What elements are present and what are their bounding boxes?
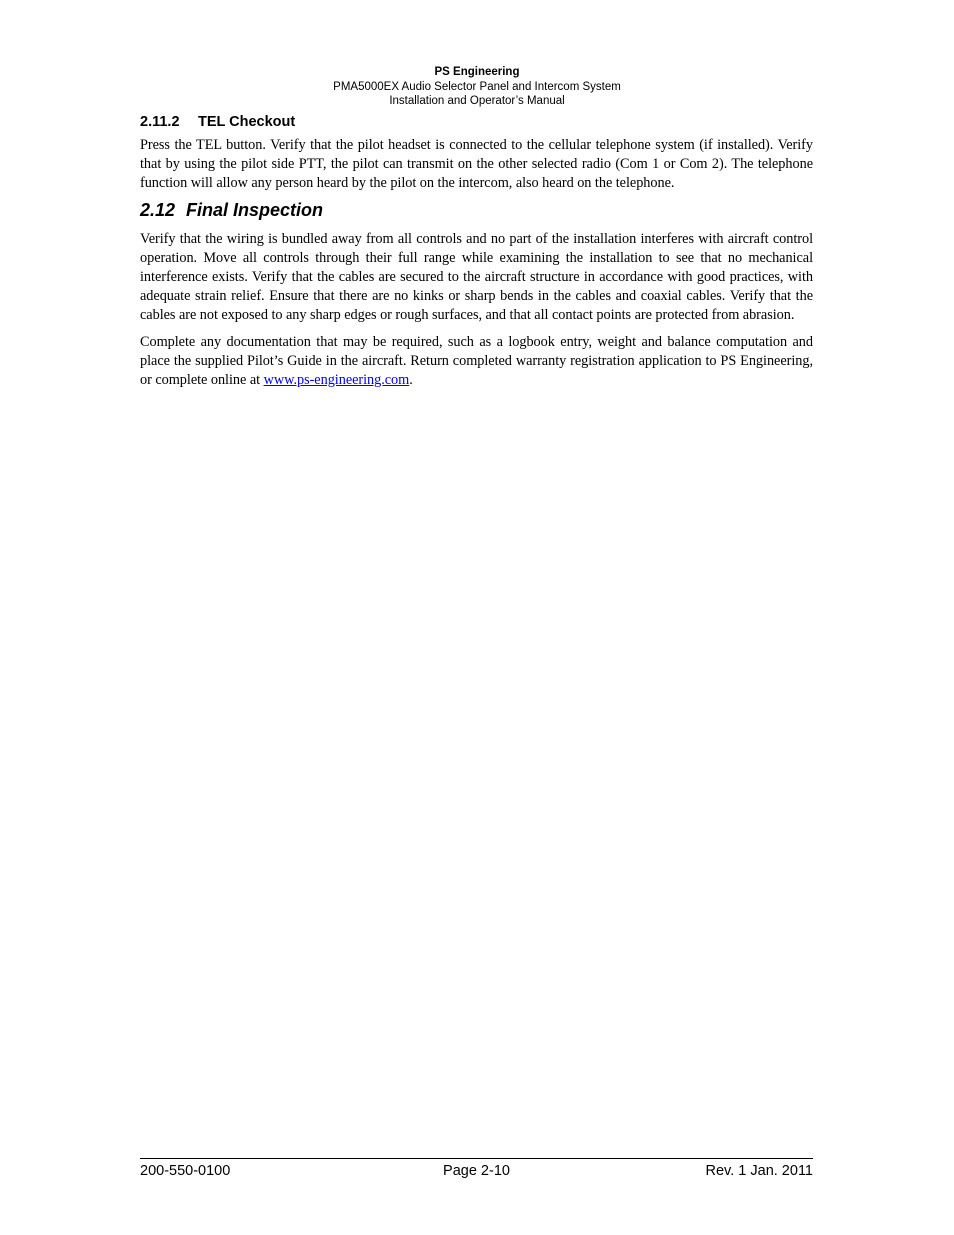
final-inspection-paragraph-1: Verify that the wiring is bundled away from all controls and no part of the installation interferes with aircraft control operation. Move all controls through their full range while examining the installation to see that no mechanical interference exists. Verify that the cables are secured to the aircraft structure in accordance with good practices, with adequate strain relief. Ensure that there are no kinks or sharp bends in the cables and coaxial cables. Verify that the cables are not exposed to any sharp edges or rough surfaces, and that all contact points are protected from abrasion. bbox=[140, 231, 813, 323]
section-number: 2.11.2 bbox=[140, 114, 180, 130]
ps-engineering-website-link[interactable]: www.ps-engineering.com bbox=[263, 371, 410, 388]
page-footer bbox=[140, 1158, 813, 1180]
section-heading-tel-checkout bbox=[140, 113, 813, 131]
footer-page-number: Page 2-10 bbox=[443, 1163, 510, 1179]
header-product: PMA5000EX Audio Selector Panel and Intercom System bbox=[333, 80, 621, 93]
section-title: TEL Checkout bbox=[198, 114, 296, 130]
paragraph-text: Complete any documentation that may be required, such as a logbook entry, weight and balance computation and place the supplied Pilot’s Guide in the aircraft. Return completed warranty registration application to PS Engineering, or complete online at bbox=[140, 334, 813, 388]
header-manual: Installation and Operator’s Manual bbox=[389, 95, 565, 108]
page-content bbox=[140, 113, 813, 390]
tel-checkout-paragraph: Press the TEL button. Verify that the pilot headset is connected to the cellular telephone system (if installed). Verify that by using the pilot side PTT, the pilot can transmit on the other selected radio (Com 1 or Com 2). The telephone function will allow any person heard by the pilot on the intercom, also heard on the telephone. bbox=[140, 137, 813, 191]
section-title: Final Inspection bbox=[186, 200, 324, 221]
final-inspection-paragraph-2 bbox=[140, 333, 813, 389]
section-number: 2.12 bbox=[140, 200, 176, 221]
section-heading-final-inspection bbox=[140, 199, 813, 221]
page-header bbox=[0, 65, 954, 109]
footer-doc-number: 200-550-0100 bbox=[140, 1163, 231, 1179]
paragraph-text-end: . bbox=[409, 371, 413, 388]
footer-revision: Rev. 1 Jan. 2011 bbox=[705, 1163, 813, 1179]
header-company: PS Engineering bbox=[434, 66, 520, 78]
